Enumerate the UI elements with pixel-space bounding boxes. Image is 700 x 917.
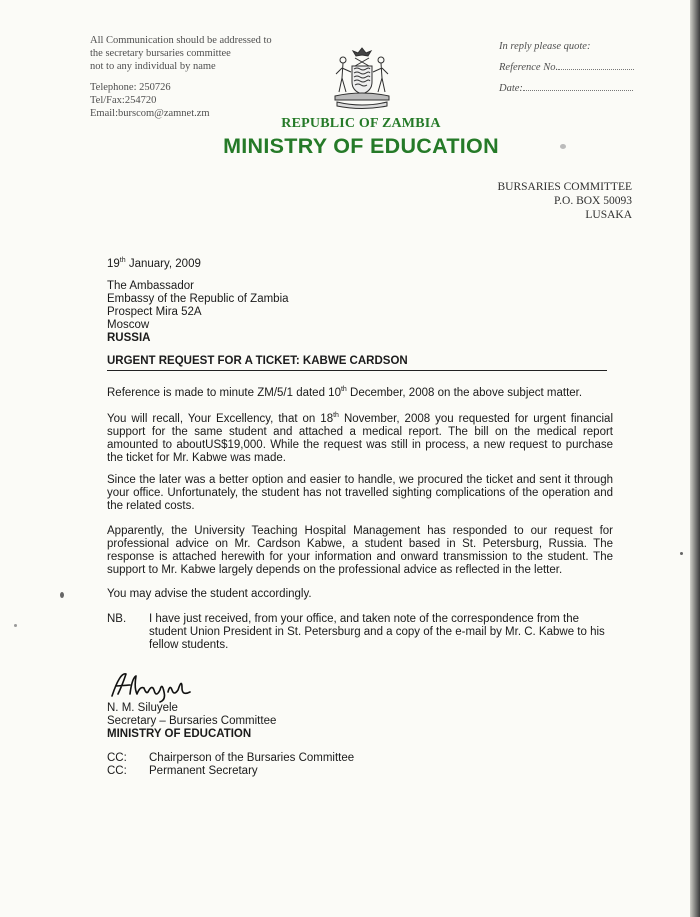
address-line: All Communication should be addressed to xyxy=(90,35,272,46)
paragraph-reference: Reference is made to minute ZM/5/1 dated 10th December, 2008 on the above subject matter. xyxy=(107,386,583,399)
address-instructions xyxy=(90,34,272,73)
nb-label: NB. xyxy=(107,613,127,625)
address-line: not to any individual by name xyxy=(90,61,216,72)
scan-speck xyxy=(60,592,64,598)
cc-recipient: Permanent Secretary xyxy=(149,765,258,777)
reply-title: In reply please quote: xyxy=(499,41,591,52)
address-line: the secretary bursaries committee xyxy=(90,48,231,59)
reference-field xyxy=(499,57,634,78)
cc-list xyxy=(107,752,354,778)
recipient-line: Moscow xyxy=(107,319,150,331)
reference-label: Reference No. xyxy=(499,62,559,73)
cc-row xyxy=(107,752,354,765)
email-line: Email:burscom@zamnet.zm xyxy=(90,108,210,119)
contact-details xyxy=(90,81,210,120)
reference-dotted-line xyxy=(558,60,634,70)
paragraph-recall: You will recall, Your Excellency, that on 18th November, 2008 you requested for urgent financial support for the same student and attached a medical report. The bill on the medical report amounted to aboutUS$19,000. While the request was still in process, a new request to purchase the ticket for Mr. Kabwe was made. xyxy=(107,412,613,464)
subject-line: URGENT REQUEST FOR A TICKET: KABWE CARDSON xyxy=(107,355,607,371)
committee-name: BURSARIES COMMITTEE xyxy=(497,181,632,193)
cc-label: CC: xyxy=(107,752,127,764)
signatory-organization: MINISTRY OF EDUCATION xyxy=(107,728,252,740)
ministry-heading: MINISTRY OF EDUCATION xyxy=(223,134,499,158)
scan-speck xyxy=(560,144,566,149)
republic-heading: REPUBLIC OF ZAMBIA xyxy=(281,116,441,131)
committee-city: LUSAKA xyxy=(585,209,632,221)
zambia-coat-of-arms-icon xyxy=(331,44,393,110)
recipient-line: Embassy of the Republic of Zambia xyxy=(107,293,289,305)
paragraph-hospital-response: Apparently, the University Teaching Hospital Management has responded to our request for professional advice on Mr. Cardson Kabwe, a student based in St. Petersburg, Russia. The response is attached herewith for your information and onward transmission to the student. The support to Mr. Kabwe largely depends on the professional advice as reflected in the letter. xyxy=(107,525,613,576)
cc-label: CC: xyxy=(107,765,127,777)
date-field xyxy=(499,78,634,99)
paragraph-ticket: Since the later was a better option and easier to handle, we procured the ticket and sent it through your office. Unfortunately, the student has not travelled sighting complications of the operation and the related costs. xyxy=(107,474,613,512)
committee-address xyxy=(498,180,633,222)
nb-text: I have just received, from your office, and taken note of the correspondence from the student Union President in St. Petersburg and a copy of the e-mail by Mr. C. Kabwe to his fellow students. xyxy=(149,613,605,651)
scan-speck xyxy=(680,552,683,555)
scan-edge-shadow xyxy=(690,0,700,917)
handwritten-signature xyxy=(110,664,200,704)
signatory-title: Secretary – Bursaries Committee xyxy=(107,715,277,727)
date-dotted-line xyxy=(523,81,633,91)
signatory-block xyxy=(107,702,276,741)
recipient-country: RUSSIA xyxy=(107,332,151,344)
recipient-line: The Ambassador xyxy=(107,280,194,292)
cc-recipient: Chairperson of the Bursaries Committee xyxy=(149,752,355,764)
cc-row xyxy=(107,765,354,778)
scan-speck xyxy=(14,624,17,627)
paragraph-advise: You may advise the student accordingly. xyxy=(107,588,312,600)
recipient-line: Prospect Mira 52A xyxy=(107,306,202,318)
reply-reference-block xyxy=(499,36,634,99)
fax-line: Tel/Fax:254720 xyxy=(90,95,157,106)
letter-date: 19th January, 2009 xyxy=(107,257,201,270)
date-label: Date: xyxy=(499,83,523,94)
telephone-line: Telephone: 250726 xyxy=(90,82,171,93)
recipient-address xyxy=(107,280,289,345)
committee-po-box: P.O. BOX 50093 xyxy=(554,195,632,207)
signatory-name: N. M. Siluyele xyxy=(107,702,178,714)
